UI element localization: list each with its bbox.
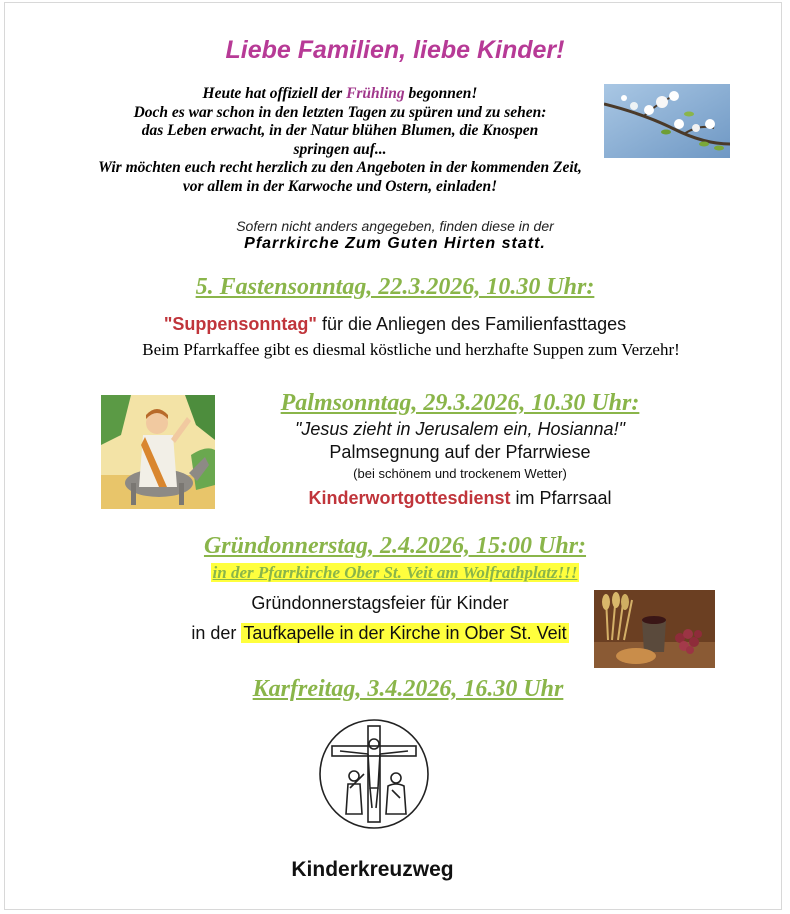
kinderkreuzweg-caption: Kinderkreuzweg bbox=[291, 858, 454, 881]
gruendonnerstag-location bbox=[0, 563, 790, 583]
page-title: Liebe Familien, liebe Kinder! bbox=[225, 36, 565, 64]
suppensonntag-label: "Suppensonntag" bbox=[163, 314, 317, 334]
palm-sunday-image bbox=[101, 395, 215, 509]
taufkapelle-highlight: Taufkapelle in der Kirche in Ober St. Veit bbox=[243, 623, 567, 643]
palm-blessing: Palmsegnung auf der Pfarrwiese bbox=[329, 442, 591, 462]
event-heading-fastensonntag: 5. Fastensonntag, 22.3.2026, 10.30 Uhr: bbox=[195, 274, 595, 300]
gruendonnerstag-place: in der Taufkapelle in der Kirche in Ober St. Veit bbox=[191, 623, 567, 643]
intro-line-5: Wir möchten euch recht herzlich zu den Angeboten in der kommenden Zeit, bbox=[98, 159, 582, 176]
intro-line-2: Doch es war schon in den letzten Tagen zu spüren und zu sehen: bbox=[133, 103, 547, 121]
gruendonnerstag-title: Gründonnerstagsfeier für Kinder bbox=[251, 593, 509, 613]
weather-note: (bei schönem und trockenem Wetter) bbox=[353, 466, 567, 481]
intro-text bbox=[60, 85, 620, 196]
blossom-image bbox=[604, 84, 730, 158]
intro-line-1: Heute hat offiziell der Frühling begonnen! bbox=[202, 85, 478, 102]
event-heading-palmsonntag: Palmsonntag, 29.3.2026, 10.30 Uhr: bbox=[280, 390, 640, 416]
crucifixion-drawing bbox=[318, 718, 430, 830]
event-heading-gruendonnerstag: Gründonnerstag, 2.4.2026, 15:00 Uhr: bbox=[203, 533, 587, 559]
location-note: Sofern nicht anders angegeben, finden diese in der bbox=[236, 218, 554, 234]
location-highlight: in der Pfarrkirche Ober St. Veit am Wolfrathplatz!!! bbox=[212, 563, 578, 582]
intro-line-4: springen auf... bbox=[293, 140, 387, 158]
kinderwortgottesdienst-label: Kinderwortgottesdienst bbox=[308, 488, 511, 508]
main-location: Pfarrkirche Zum Guten Hirten statt. bbox=[244, 235, 546, 252]
intro-line-6: vor allem in der Karwoche und Ostern, einladen! bbox=[182, 177, 498, 195]
intro-line-3: das Leben erwacht, in der Natur blühen Blumen, die Knospen bbox=[141, 122, 539, 139]
palm-quote: "Jesus zieht in Jerusalem ein, Hosianna!" bbox=[295, 419, 625, 439]
spring-word: Frühling bbox=[346, 85, 405, 102]
bread-wine-image bbox=[594, 590, 715, 668]
event-description-pfarrkaffee: Beim Pfarrkaffee gibt es diesmal köstliche und herzhafte Suppen zum Verzehr! bbox=[142, 340, 680, 359]
event-heading-karfreitag: Karfreitag, 3.4.2026, 16.30 Uhr bbox=[252, 676, 564, 702]
palm-children-service: Kinderwortgottesdienst im Pfarrsaal bbox=[308, 488, 612, 508]
event-title-suppensonntag: "Suppensonntag" für die Anliegen des Familienfasttages bbox=[163, 314, 627, 334]
